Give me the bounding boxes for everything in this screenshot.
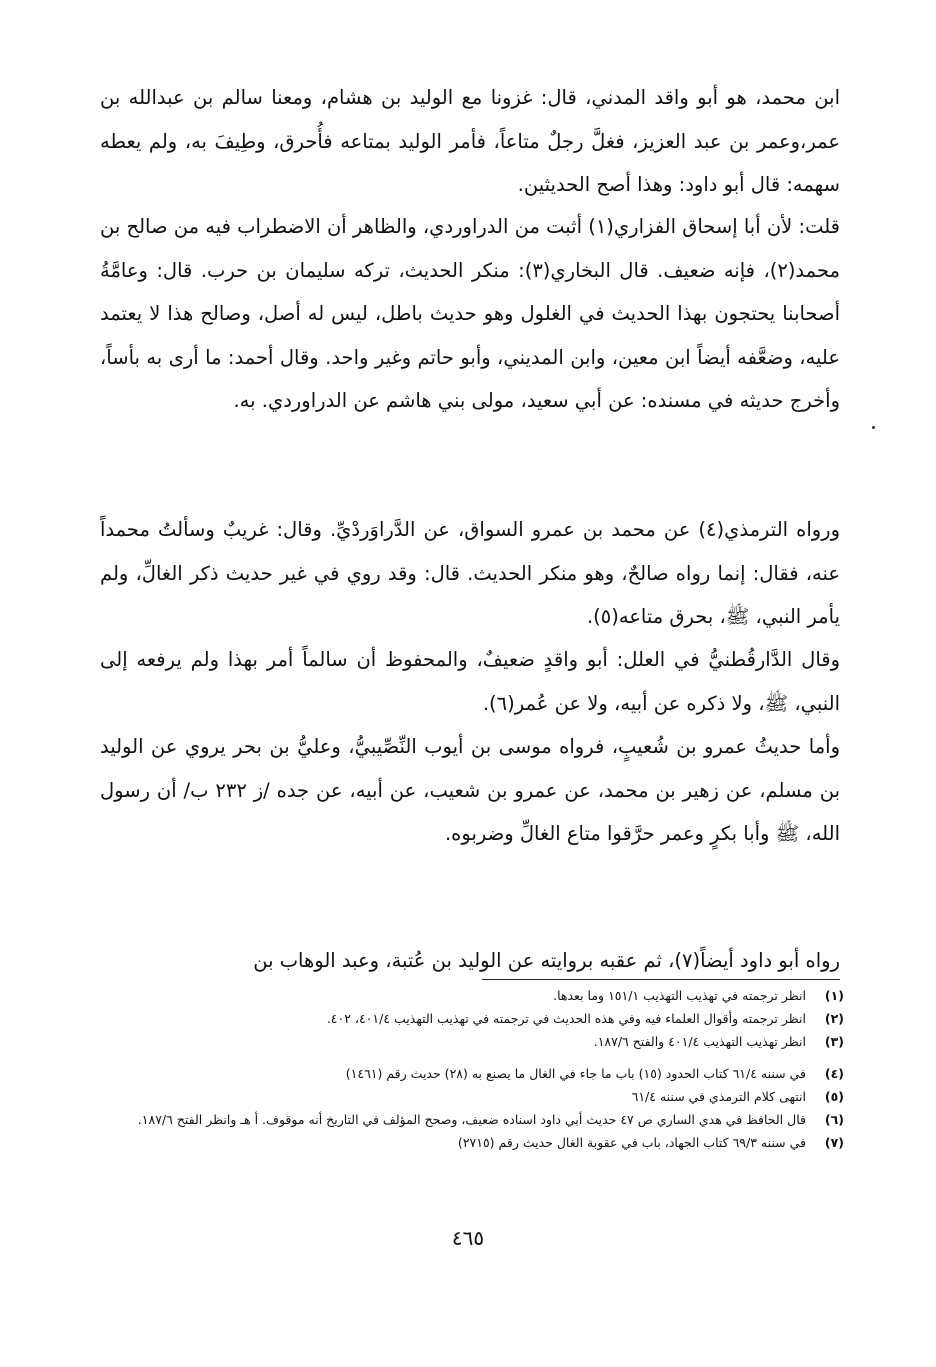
- footnote-2: [108, 1007, 844, 1030]
- footnote-number: (٦): [824, 1112, 844, 1127]
- paragraph-text: وقال الدَّارقُطنيُّ في العلل: أبو واقدٍ ضعيفٌ، والمحفوظ أن سالماً أمر بهذا ولم يرفعه إلى النبي، ﷺ، ولا ذكره عن أبيه، ولا عن عُمر(٦).: [100, 648, 840, 715]
- paragraph-text: ورواه الترمذي(٤) عن محمد بن عمرو السواق، عن الدَّراوَردْيِّ. وقال: غريبٌ وسألتُ محمداً عنه، فقال: إنما رواه صالحٌ، وهو منكر الحديث. قال: وقد روي في غير حديث ذكر الغالِّ، ولم يأمر النبي، ﷺ، بحرق متاعه(٥).: [100, 518, 841, 628]
- paragraph-text: رواه أبو داود أيضاً(٧)، ثم عقبه بروايته عن الوليد بن عُتبة، وعبد الوهاب بن: [253, 949, 840, 972]
- paragraph-text: وأما حديثُ عمرو بن شُعيبٍ، فرواه موسى بن أيوب النِّصِّيبيُّ، وعليُّ بن بحر يروي عن الوليد بن مسلم، عن زهير بن محمد، عن عمرو بن شعيب، عن أبيه، عن جده /ز ٢٣٢ ب/ أن رسول الله، ﷺ وأبا بكرٍ وعمر حرَّقوا متاع الغالِّ وضربوه.: [100, 735, 840, 845]
- footnote-number: (٥): [824, 1089, 844, 1104]
- page-number: ٤٦٥: [451, 1226, 485, 1250]
- footnote-text: قال الحافظ في هدي الساري ص ٤٧ حديث أبي داود اسناده ضعيف، وصحح المؤلف في التاريخ أنه موقوف. أ هـ وانظر الفتح ١٨٧/٦.: [137, 1112, 806, 1127]
- footnote-number: (٢): [824, 1011, 844, 1026]
- footnote-6: [108, 1108, 844, 1131]
- footnote-number: (٤): [824, 1066, 844, 1081]
- footnote-number: (٣): [824, 1034, 844, 1049]
- footnote-1: [108, 984, 844, 1007]
- footnote-text: انظر ترجمته وأقوال العلماء فيه وفي هذه الحديث في ترجمته في تهذيب التهذيب ٤٠١/٤، ٤٠٢.: [326, 1011, 806, 1026]
- footnotes: [108, 984, 844, 1154]
- footnote-number: (١): [824, 988, 844, 1003]
- paragraph-3: [100, 508, 840, 639]
- footnote-5: [108, 1085, 844, 1108]
- footnote-7: [108, 1131, 844, 1154]
- paragraph-4: [100, 638, 840, 725]
- footnote-text: انظر ترجمته في تهذيب التهذيب ١٥١/١ وما بعدها.: [553, 988, 806, 1003]
- footnote-text: في سننه ٦٩/٣ كتاب الجهاد، باب في عقوبة الغال حديث رقم (٢٧١٥): [457, 1135, 806, 1150]
- paragraph-1: [100, 76, 840, 207]
- paragraph-text: ابن محمد، هو أبو واقد المدني، قال: غزونا مع الوليد بن هشام، ومعنا سالم بن عبدالله بن عمر،وعمر بن عبد العزيز، فغلَّ رجلٌ متاعاً، فأمر الوليد بمتاعه فأُحرق، وطِيفَ به، ولم يعطه سهمه: قال أبو داود: وهذا أصح الحديثين.: [100, 86, 840, 196]
- paragraph-text: قلت: لأن أبا إسحاق الفزاري(١) أثبت من الدراوردي، والظاهر أن الاضطراب فيه من صالح بن محمد(٢)، فإنه ضعيف. قال البخاري(٣): منكر الحديث، تركه سليمان بن حرب. قال: وعامَّةُ أصحابنا يحتجون بهذا الحديث في الغلول وهو حديث باطل، ليس له أصل، وصالح هذا لا يعتمد عليه، وضعَّفه أيضاً ابن معين، وابن المديني، وأبو حاتم وغير واحد. وقال أحمد: ما أرى به بأساً، وأخرج حديثه في مسنده: عن أبي سعيد، مولى بني هاشم عن الدراوردي. به.: [100, 215, 840, 412]
- footnote-text: انتهى كلام الترمذي في سننه ٦١/٤: [631, 1089, 806, 1104]
- paragraph-6: [100, 939, 840, 983]
- footnote-4: [108, 1062, 844, 1085]
- footnote-number: (٧): [824, 1135, 844, 1150]
- paragraph-2: [100, 205, 840, 423]
- margin-dot: [872, 426, 875, 429]
- footnote-text: انظر تهذيب التهذيب ٤٠١/٤ والفتح ١٨٧/٦.: [593, 1034, 806, 1049]
- paragraph-5: [100, 725, 840, 856]
- footnote-divider: [482, 979, 840, 980]
- footnote-3: [108, 1030, 844, 1053]
- footnote-text: في سننه ٦١/٤ كتاب الحدود (١٥) باب ما جاء في الغال ما يصنع به (٢٨) حديث رقم (١٤٦١): [345, 1066, 806, 1081]
